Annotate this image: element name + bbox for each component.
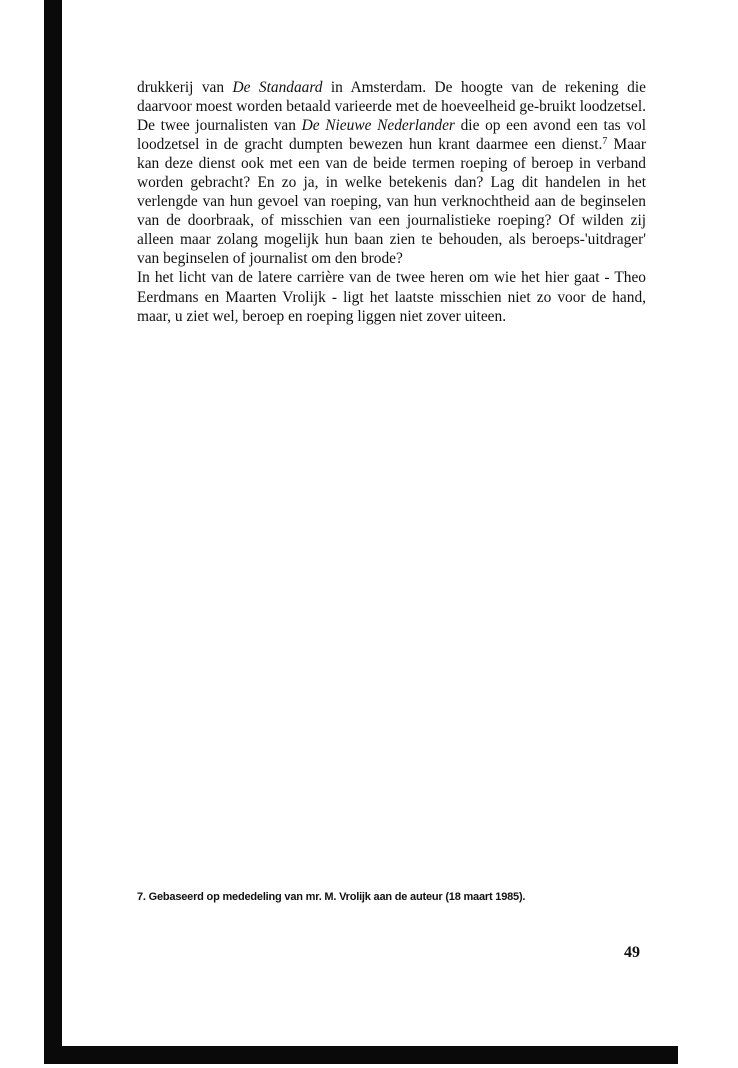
paragraph-2: In het licht van de latere carrière van de twee heren om wie het hier gaat - Theo Eerdmans en Maarten Vrolijk - ligt het laatste misschien niet zo voor de hand, maar, u ziet wel, beroep en roeping liggen niet zover uiteen. <box>137 269 646 325</box>
italic-title-de-standaard: De Standaard <box>232 79 323 96</box>
italic-title-de-nieuwe-nederlander: De Nieuwe Nederlander <box>301 117 455 135</box>
paragraph-1-text-4: Maar kan deze dienst ook met een van de beide termen roeping of beroep in verband worden gebracht? En zo ja, in welke betekenis dan? Lag dit handelen in het verlengde van hun gevoel van roeping, van hun verknochtheid aan de beginselen van de doorbraak, of misschien van een journalistieke roeping? Of wilden zij alleen maar zolang mogelijk hun baan zien te behouden, als beroeps-'uitdrager' van beginselen of journalist om den brode? <box>137 136 647 268</box>
scan-border-left <box>44 0 62 1062</box>
page-body <box>137 78 646 326</box>
paragraph-1-text-1: drukkerij van <box>137 79 233 96</box>
paragraph-1-text-2: in Amsterdam. De hoogte van de rekening die daarvoor moest worden betaald varieerde met de hoeveelheid ge-bruikt loodzetsel. De twee journalisten van <box>137 79 646 135</box>
footnote-reference: 7 <box>602 136 608 148</box>
scan-border-bottom <box>44 1046 678 1064</box>
paragraph-1 <box>137 78 646 268</box>
footnote: 7. Gebaseerd op mededeling van mr. M. Vrolijk aan de auteur (18 maart 1985). <box>137 891 526 903</box>
paragraph-1-text-3: die op een avond een tas vol loodzetsel in de gracht dumpten bewezen hun krant daarmee een dienst. <box>137 117 646 154</box>
page-number: 49 <box>624 944 640 961</box>
